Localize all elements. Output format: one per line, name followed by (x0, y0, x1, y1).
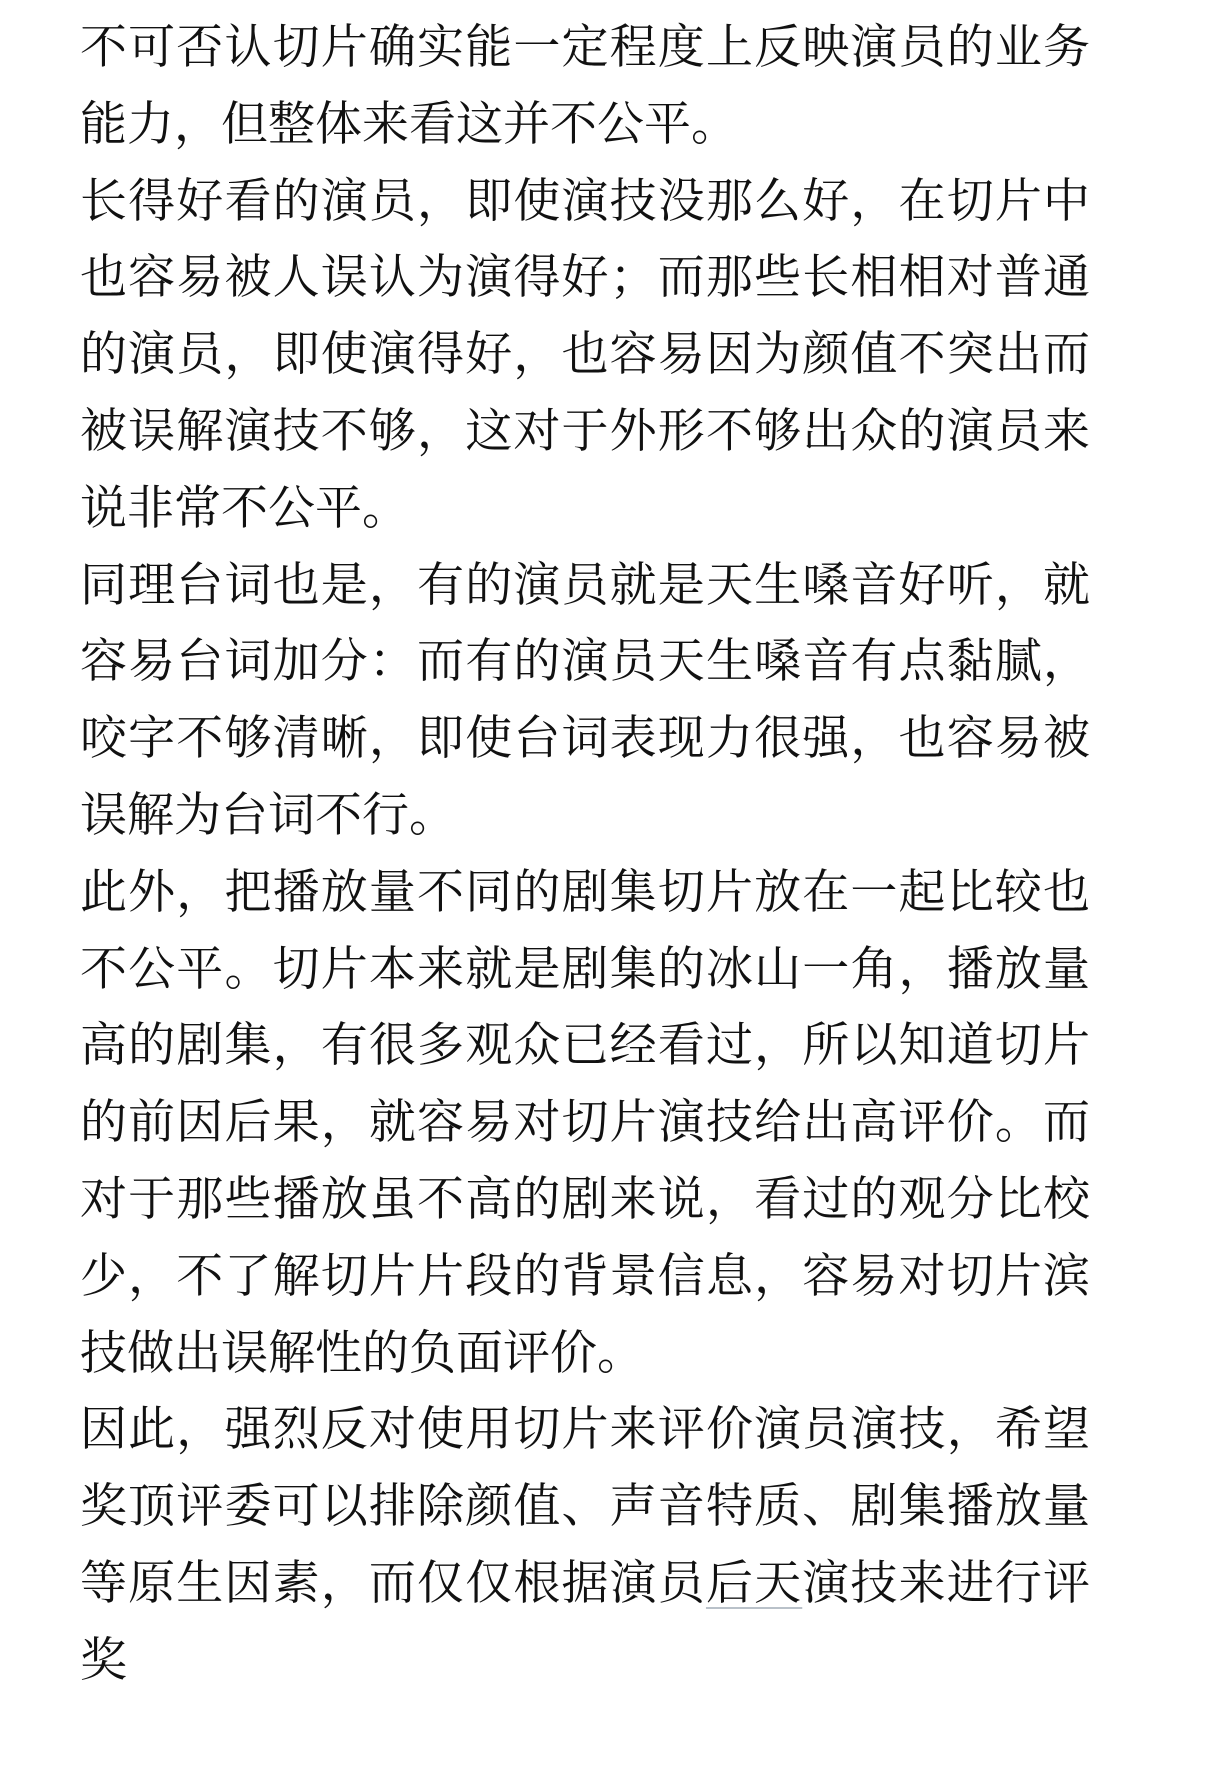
paragraph-1: 不可否认切片确实能一定程度上反映演员的业务能力，但整体来看这并不公平。 (80, 20, 1090, 152)
paragraph-3: 同理台词也是，有的演员就是天生嗓音好听，就容易台词加分：而有的演员天生嗓音有点黏腻，咬字不够清晰，即使台词表现力很强，也容易被误解为台词不行。 (80, 557, 1090, 843)
underlined-term[interactable]: 后天 (705, 1555, 803, 1611)
paragraph-4: 此外，把播放量不同的剧集切片放在一起比较也不公平。切片本来就是剧集的冰山一角，播放量高的剧集，有很多观众已经看过，所以知道切片的前因后果，就容易对切片演技给出高评价。而对于那些播放虽不高的剧来说，看过的观分比校少，不了解切片片段的背景信息，容易对切片滨技做出误解性的负面评价。 (80, 864, 1090, 1381)
paragraph-5-text-start: 因此，强烈反对使用切片来评价演员演技，希望奖顶评委可以排除颜值、声音特质、剧集播放量等原生因素，而仅仅根据演员 (80, 1402, 1090, 1611)
paragraph-2: 长得好看的演员，即使演技没那么好，在切片中也容易被人误认为演得好；而那些长相相对普通的演员，即使演得好，也容易因为颜值不突出而被误解演技不够，这对于外形不够出众的演员来说非常不公平。 (80, 173, 1090, 536)
document-body (80, 10, 1090, 1700)
paragraph-5-text-end: 演技来进行评奖 (80, 1555, 1091, 1688)
paragraph-5 (80, 1392, 1090, 1699)
